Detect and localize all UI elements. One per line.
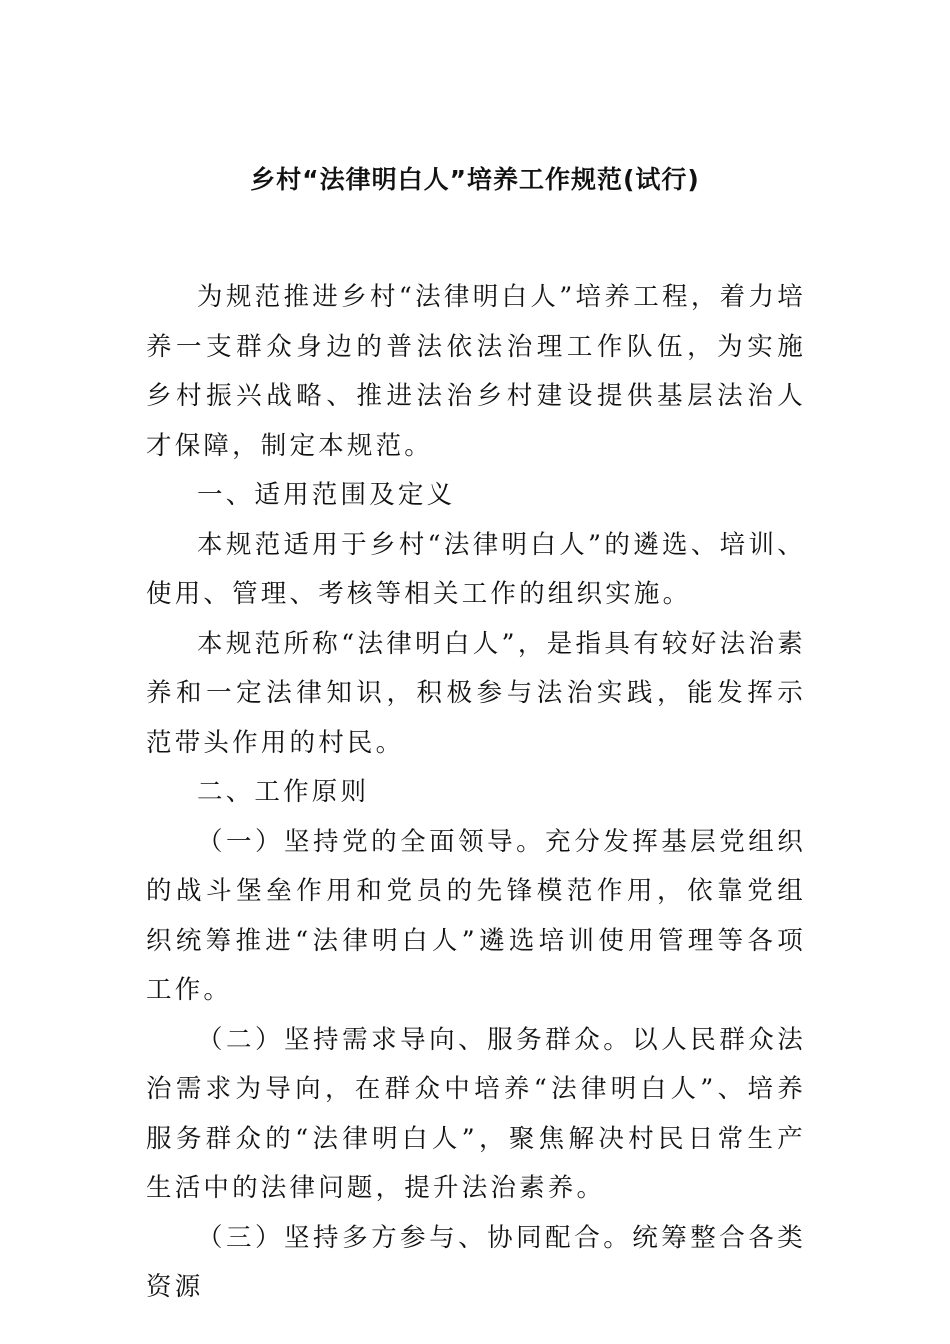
document-body bbox=[146, 273, 806, 1313]
paragraph-scope: 本规范适用于乡村“法律明白人”的遴选、培训、使用、管理、考核等相关工作的组织实施。 bbox=[146, 529, 806, 609]
section-heading-scope: 一、适用范围及定义 bbox=[197, 480, 456, 510]
paragraph-principle-2: （二）坚持需求导向、服务群众。以人民群众法治需求为导向，在群众中培养“法律明白人”、培养服务群众的“法律明白人”，聚焦解决村民日常生产生活中的法律问题，提升法治素养。 bbox=[146, 1024, 806, 1203]
paragraph-preamble: 为规范推进乡村“法律明白人”培养工程，着力培养一支群众身边的普法依法治理工作队伍，为实施乡村振兴战略、推进法治乡村建设提供基层法治人才保障，制定本规范。 bbox=[146, 282, 806, 461]
paragraph-principle-3: （三）坚持多方参与、协同配合。统筹整合各类资源 bbox=[146, 1222, 806, 1302]
paragraph-principle-1: （一）坚持党的全面领导。充分发挥基层党组织的战斗堡垒作用和党员的先锋模范作用，依靠党组织统筹推进“法律明白人”遴选培训使用管理等各项工作。 bbox=[146, 826, 806, 1005]
section-heading-principles: 二、工作原则 bbox=[197, 777, 370, 807]
paragraph-definition: 本规范所称“法律明白人”，是指具有较好法治素养和一定法律知识，积极参与法治实践，能发挥示范带头作用的村民。 bbox=[146, 628, 806, 758]
document-title: 乡村“法律明白人”培养工作规范(试行) bbox=[250, 165, 700, 194]
